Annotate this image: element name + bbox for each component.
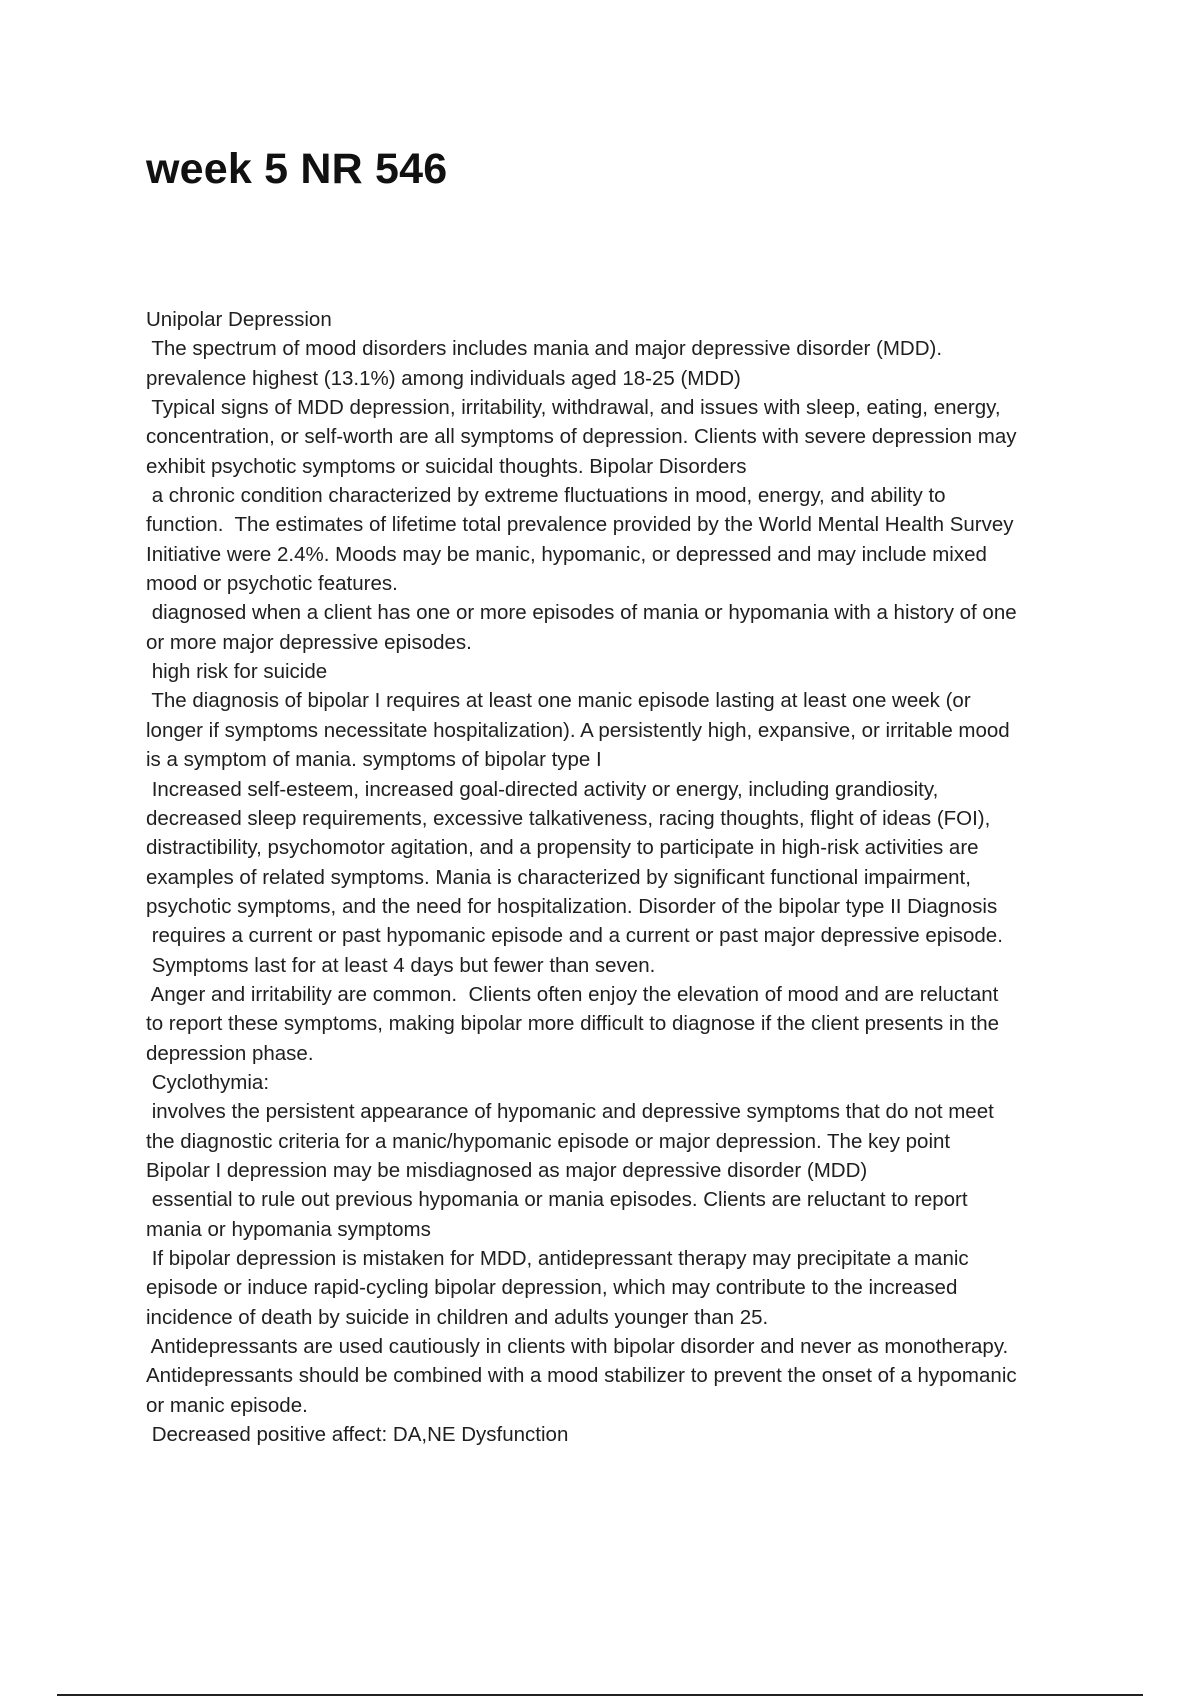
body-line: to report these symptoms, making bipolar more difficult to diagnose if the client presents in the (146, 1012, 1000, 1036)
body-line: psychotic symptoms, and the need for hospitalization. Disorder of the bipolar type II Diagnosis (146, 894, 998, 918)
body-line: exhibit psychotic symptoms or suicidal thoughts. Bipolar Disorders (146, 454, 747, 478)
body-line: requires a current or past hypomanic episode and a current or past major depressive episode. (146, 924, 1003, 948)
body-line: Increased self-esteem, increased goal-directed activity or energy, including grandiosity, (146, 777, 939, 801)
body-line: Antidepressants are used cautiously in clients with bipolar disorder and never as monotherapy. (146, 1335, 1009, 1359)
body-line: decreased sleep requirements, excessive talkativeness, racing thoughts, flight of ideas (FOI), (146, 806, 991, 830)
body-line: mood or psychotic features. (146, 572, 398, 596)
body-line: Unipolar Depression (146, 308, 332, 331)
body-line: The spectrum of mood disorders includes mania and major depressive disorder (MDD). (146, 337, 943, 361)
body-line: Bipolar I depression may be misdiagnosed as major depressive disorder (MDD) (146, 1158, 868, 1182)
body-line: concentration, or self-worth are all symptoms of depression. Clients with severe depression may (146, 425, 1017, 449)
body-line: Anger and irritability are common. Clients often enjoy the elevation of mood and are reluctant (146, 982, 999, 1006)
body-line: If bipolar depression is mistaken for MDD, antidepressant therapy may precipitate a manic (146, 1247, 969, 1270)
body-line: involves the persistent appearance of hypomanic and depressive symptoms that do not meet (146, 1100, 994, 1124)
body-line: prevalence highest (13.1%) among individuals aged 18-25 (MDD) (146, 366, 741, 390)
body-line: examples of related symptoms. Mania is characterized by significant functional impairment, (146, 865, 971, 889)
body-line: incidence of death by suicide in children and adults younger than 25. (146, 1305, 769, 1329)
page-bottom-rule (57, 1694, 1143, 1696)
body-line: function. The estimates of lifetime total prevalence provided by the World Mental Health Survey (146, 513, 1014, 537)
body-line: essential to rule out previous hypomania or mania episodes. Clients are reluctant to report (146, 1188, 968, 1212)
body-line: Antidepressants should be combined with a mood stabilizer to prevent the onset of a hypomanic (146, 1364, 1017, 1388)
body-line: The diagnosis of bipolar I requires at least one manic episode lasting at least one week (or (146, 689, 971, 713)
body-line: a chronic condition characterized by extreme fluctuations in mood, energy, and ability to (146, 484, 946, 508)
body-line: distractibility, psychomotor agitation, and a propensity to participate in high-risk activities are (146, 836, 979, 860)
body-line: episode or induce rapid-cycling bipolar depression, which may contribute to the increased (146, 1276, 958, 1300)
body-line: Initiative were 2.4%. Moods may be manic, hypomanic, or depressed and may include mixed (146, 542, 987, 566)
body-line: Decreased positive affect: DA,NE Dysfunction (146, 1423, 569, 1447)
body-line: high risk for suicide (146, 660, 328, 684)
body-line: or manic episode. (146, 1393, 308, 1417)
body-line: longer if symptoms necessitate hospitalization). A persistently high, expansive, or irritable mood (146, 718, 1010, 742)
body-line: mania or hypomania symptoms (146, 1217, 431, 1241)
body-line: the diagnostic criteria for a manic/hypomanic episode or major depression. The key point (146, 1129, 951, 1153)
document-title: week 5 NR 546 (146, 145, 448, 193)
body-line: Typical signs of MDD depression, irritability, withdrawal, and issues with sleep, eating, energy, (146, 396, 1001, 420)
body-line: Symptoms last for at least 4 days but fewer than seven. (146, 953, 656, 977)
body-line: diagnosed when a client has one or more episodes of mania or hypomania with a history of one (146, 601, 1017, 625)
body-line: or more major depressive episodes. (146, 630, 472, 654)
body-line: Cyclothymia: (146, 1070, 270, 1094)
body-line: depression phase. (146, 1041, 314, 1065)
body-line: is a symptom of mania. symptoms of bipolar type I (146, 748, 602, 772)
document-body (146, 305, 1096, 1449)
